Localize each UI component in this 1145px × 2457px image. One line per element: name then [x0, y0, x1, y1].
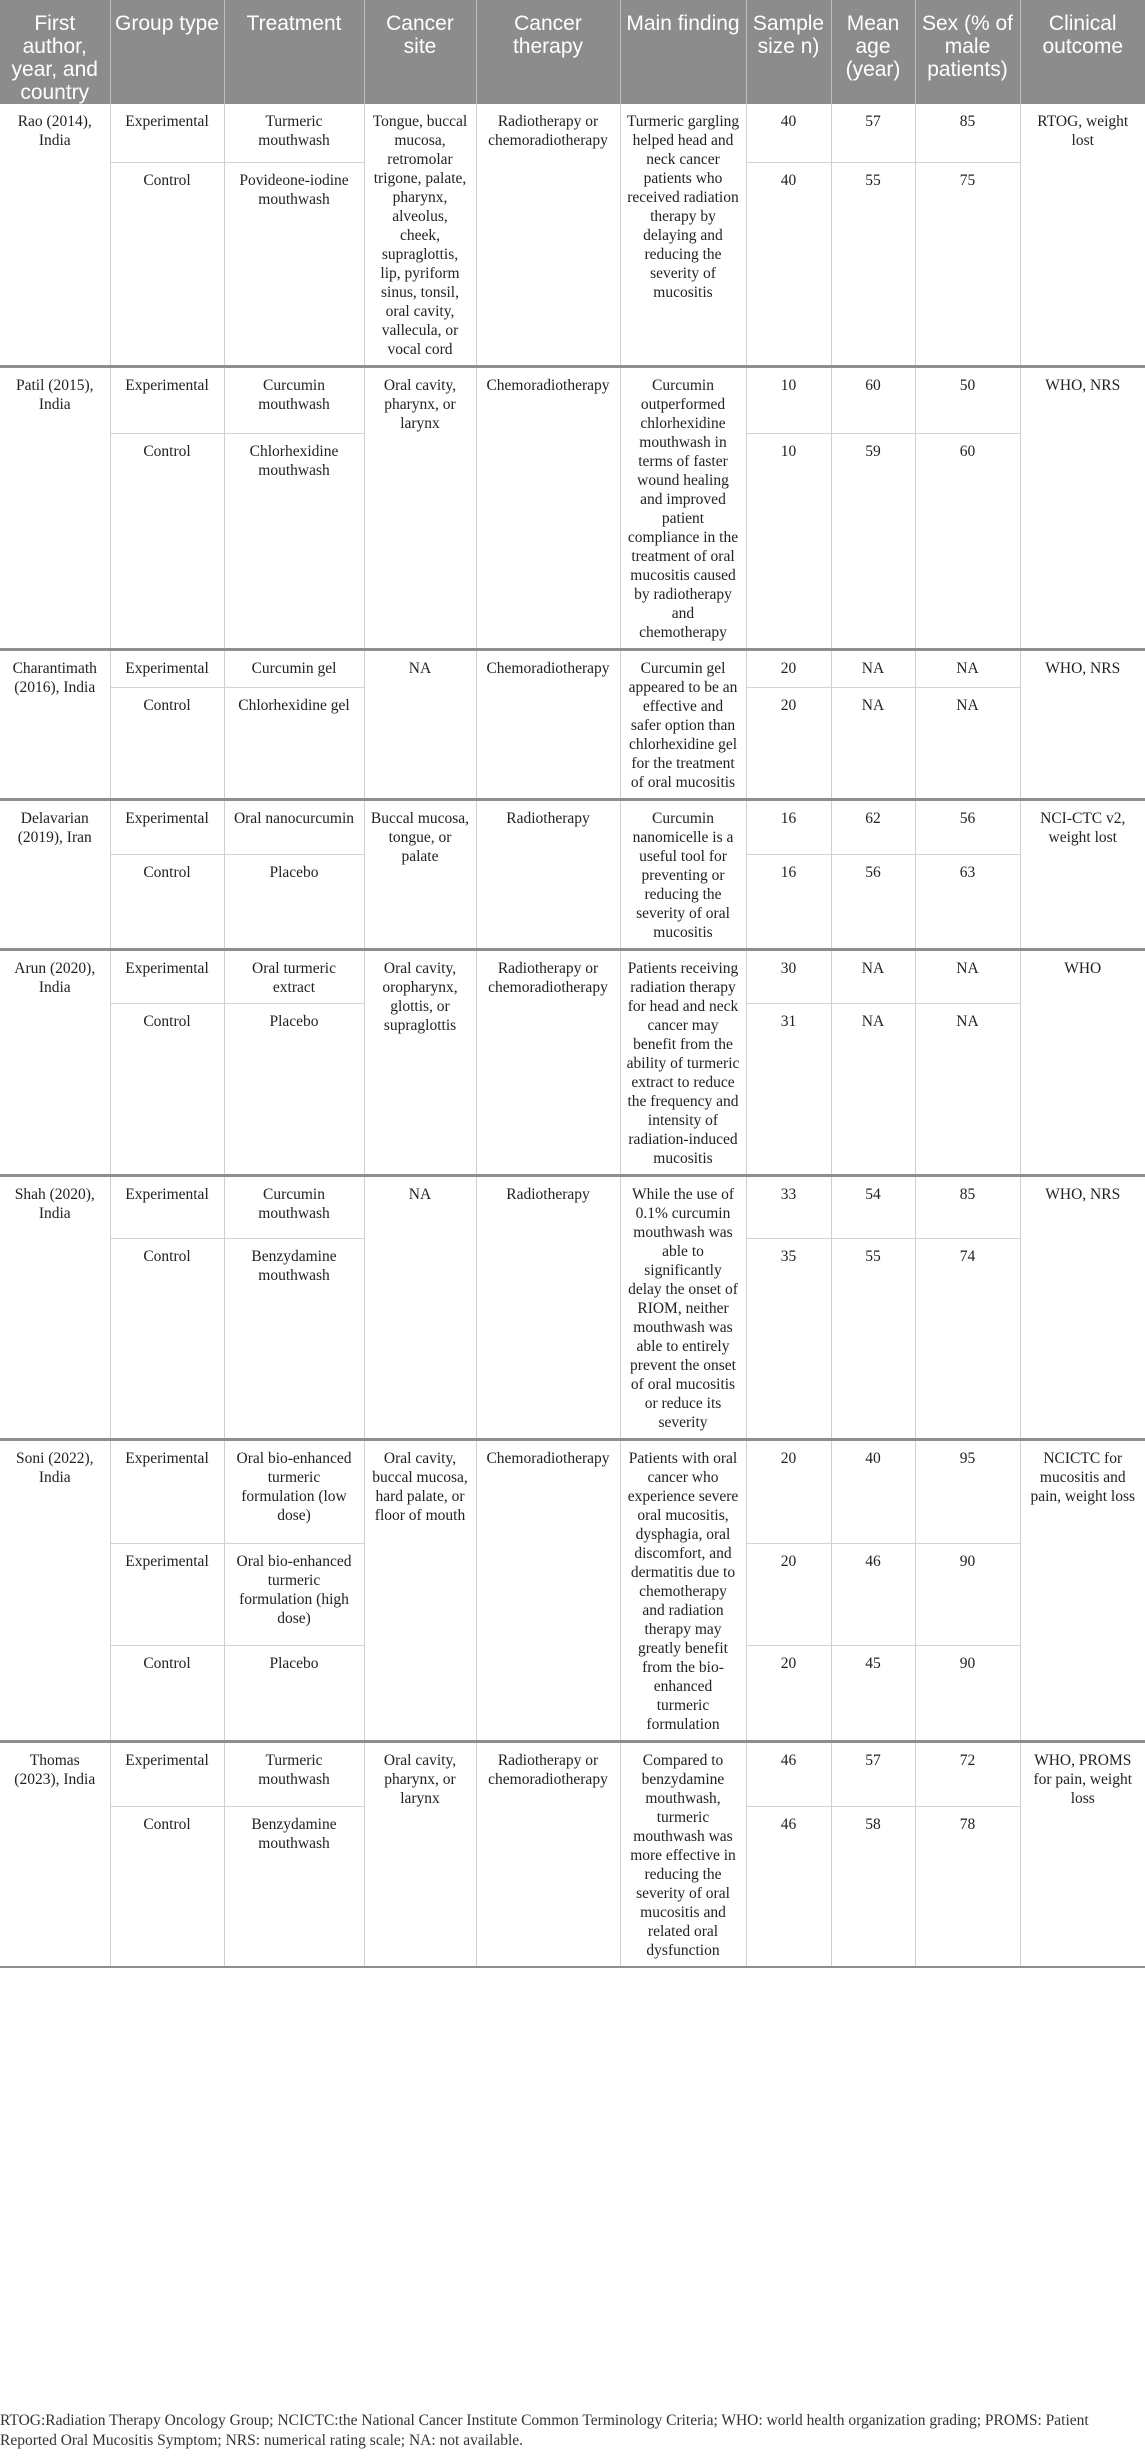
table-body	[0, 104, 1145, 1967]
cell-sample-size: 20	[746, 650, 831, 688]
cell-sample-size: 35	[746, 1239, 831, 1440]
cell-main-finding: Patients with oral cancer who experience severe oral mucositis, dysphagia, oral discomfort, and dermatitis due to chemotherapy and radiation therapy may greatly benefit from the bio-enhanced turmeric formulation	[620, 1440, 746, 1742]
table-row	[0, 104, 1145, 163]
cell-clinical-outcome: NCICTC for mucositis and pain, weight loss	[1020, 1440, 1145, 1742]
cell-clinical-outcome: WHO, NRS	[1020, 650, 1145, 800]
cell-author: Soni (2022), India	[0, 1440, 110, 1742]
cell-clinical-outcome: WHO, NRS	[1020, 367, 1145, 650]
cell-mean-age: 58	[831, 1806, 915, 1967]
cell-sample-size: 16	[746, 855, 831, 950]
cell-group-type: Control	[110, 434, 224, 650]
cell-main-finding: While the use of 0.1% curcumin mouthwash was able to significantly delay the onset of RIOM, neither mouthwash was able to entirely prevent the onset of oral mucositis or reduce its severity	[620, 1176, 746, 1440]
header-author: First author, year, and country	[0, 0, 110, 104]
cell-sex: 72	[915, 1742, 1020, 1807]
cell-group-type: Control	[110, 1239, 224, 1440]
cell-mean-age: NA	[831, 650, 915, 688]
cell-group-type: Experimental	[110, 800, 224, 855]
cell-group-type: Experimental	[110, 650, 224, 688]
cell-cancer-site: Tongue, buccal mucosa, retromolar trigone, palate, pharynx, alveolus, cheek, supraglottis, lip, pyriform sinus, tonsil, oral cavity, vallecula, or vocal cord	[364, 104, 476, 367]
cell-treatment: Oral bio-enhanced turmeric formulation (high dose)	[224, 1543, 364, 1646]
cell-mean-age: 54	[831, 1176, 915, 1239]
cell-treatment: Curcumin gel	[224, 650, 364, 688]
cell-treatment: Curcumin mouthwash	[224, 1176, 364, 1239]
cell-sample-size: 33	[746, 1176, 831, 1239]
cell-cancer-site: Oral cavity, pharynx, or larynx	[364, 367, 476, 650]
cell-sample-size: 20	[746, 1440, 831, 1544]
cell-main-finding: Curcumin gel appeared to be an effective and safer option than chlorhexidine gel for the treatment of oral mucositis	[620, 650, 746, 800]
cell-sample-size: 46	[746, 1806, 831, 1967]
cell-sex: NA	[915, 650, 1020, 688]
cell-group-type: Experimental	[110, 950, 224, 1004]
cell-author: Arun (2020), India	[0, 950, 110, 1176]
cell-sex: NA	[915, 950, 1020, 1004]
cell-treatment: Chlorhexidine mouthwash	[224, 434, 364, 650]
cell-treatment: Turmeric mouthwash	[224, 1742, 364, 1807]
cell-author: Shah (2020), India	[0, 1176, 110, 1440]
table-row	[0, 800, 1145, 855]
cell-treatment: Povideone-iodine mouthwash	[224, 163, 364, 367]
cell-mean-age: 60	[831, 367, 915, 434]
cell-mean-age: 56	[831, 855, 915, 950]
cell-sex: NA	[915, 687, 1020, 800]
cell-sample-size: 46	[746, 1742, 831, 1807]
cell-author: Rao (2014), India	[0, 104, 110, 367]
cell-sex: 60	[915, 434, 1020, 650]
header-cancer-site: Cancer site	[364, 0, 476, 104]
header-cancer-therapy: Cancer therapy	[476, 0, 620, 104]
cell-cancer-therapy: Chemoradiotherapy	[476, 1440, 620, 1742]
cell-cancer-site: Buccal mucosa, tongue, or palate	[364, 800, 476, 950]
cell-sex: 63	[915, 855, 1020, 950]
cell-treatment: Placebo	[224, 855, 364, 950]
cell-treatment: Oral bio-enhanced turmeric formulation (low dose)	[224, 1440, 364, 1544]
cell-sex: 90	[915, 1543, 1020, 1646]
cell-mean-age: NA	[831, 1004, 915, 1176]
table-row	[0, 1176, 1145, 1239]
cell-cancer-site: Oral cavity, oropharynx, glottis, or supraglottis	[364, 950, 476, 1176]
cell-mean-age: 59	[831, 434, 915, 650]
table-header-row	[0, 0, 1145, 104]
cell-treatment: Curcumin mouthwash	[224, 367, 364, 434]
cell-group-type: Experimental	[110, 1440, 224, 1544]
cell-clinical-outcome: NCI-CTC v2, weight lost	[1020, 800, 1145, 950]
cell-author: Thomas (2023), India	[0, 1742, 110, 1968]
cell-sex: 85	[915, 104, 1020, 163]
cell-clinical-outcome: WHO, PROMS for pain, weight loss	[1020, 1742, 1145, 1968]
cell-sex: 75	[915, 163, 1020, 367]
header-sex: Sex (% of male patients)	[915, 0, 1020, 104]
cell-sample-size: 10	[746, 434, 831, 650]
cell-cancer-therapy: Radiotherapy or chemoradiotherapy	[476, 104, 620, 367]
cell-group-type: Control	[110, 1806, 224, 1967]
cell-cancer-site: NA	[364, 1176, 476, 1440]
cell-sex: 56	[915, 800, 1020, 855]
cell-group-type: Experimental	[110, 1543, 224, 1646]
header-treatment: Treatment	[224, 0, 364, 104]
cell-mean-age: 45	[831, 1646, 915, 1742]
cell-mean-age: NA	[831, 687, 915, 800]
cell-main-finding: Patients receiving radiation therapy for head and neck cancer may benefit from the ability of turmeric extract to reduce the frequency and intensity of radiation-induced mucositis	[620, 950, 746, 1176]
cell-sample-size: 20	[746, 1646, 831, 1742]
cell-treatment: Chlorhexidine gel	[224, 687, 364, 800]
cell-cancer-therapy: Radiotherapy or chemoradiotherapy	[476, 950, 620, 1176]
cell-clinical-outcome: WHO, NRS	[1020, 1176, 1145, 1440]
cell-author: Delavarian (2019), Iran	[0, 800, 110, 950]
table-row	[0, 367, 1145, 434]
cell-group-type: Control	[110, 687, 224, 800]
cell-cancer-therapy: Radiotherapy or chemoradiotherapy	[476, 1742, 620, 1968]
cell-cancer-therapy: Chemoradiotherapy	[476, 650, 620, 800]
cell-main-finding: Curcumin nanomicelle is a useful tool for preventing or reducing the severity of oral mucositis	[620, 800, 746, 950]
cell-sex: 78	[915, 1806, 1020, 1967]
cell-cancer-therapy: Chemoradiotherapy	[476, 367, 620, 650]
cell-treatment: Benzydamine mouthwash	[224, 1239, 364, 1440]
cell-sex: NA	[915, 1004, 1020, 1176]
cell-author: Patil (2015), India	[0, 367, 110, 650]
cell-sample-size: 10	[746, 367, 831, 434]
cell-mean-age: 57	[831, 104, 915, 163]
table-footnote: RTOG:Radiation Therapy Oncology Group; NCICTC:the National Cancer Institute Common Terminology Criteria; WHO: world health organization grading; PROMS: Patient Reported Oral Mucositis Symptom; NRS: numerical rating scale; NA: not available.	[0, 2412, 1089, 2449]
table-row	[0, 1440, 1145, 1544]
table-row	[0, 650, 1145, 688]
header-mean-age: Mean age (year)	[831, 0, 915, 104]
cell-cancer-therapy: Radiotherapy	[476, 1176, 620, 1440]
header-main-finding: Main finding	[620, 0, 746, 104]
cell-sample-size: 31	[746, 1004, 831, 1176]
cell-mean-age: NA	[831, 950, 915, 1004]
cell-cancer-site: Oral cavity, pharynx, or larynx	[364, 1742, 476, 1968]
cell-group-type: Experimental	[110, 1176, 224, 1239]
cell-sex: 90	[915, 1646, 1020, 1742]
cell-group-type: Control	[110, 1646, 224, 1742]
header-sample-size: Sample size n)	[746, 0, 831, 104]
cell-treatment: Placebo	[224, 1646, 364, 1742]
cell-sample-size: 16	[746, 800, 831, 855]
cell-sex: 95	[915, 1440, 1020, 1544]
cell-main-finding: Turmeric gargling helped head and neck cancer patients who received radiation therapy by delaying and reducing the severity of mucositis	[620, 104, 746, 367]
table-row	[0, 950, 1145, 1004]
cell-treatment: Benzydamine mouthwash	[224, 1806, 364, 1967]
cell-treatment: Placebo	[224, 1004, 364, 1176]
cell-mean-age: 57	[831, 1742, 915, 1807]
cell-sample-size: 20	[746, 687, 831, 800]
cell-clinical-outcome: RTOG, weight lost	[1020, 104, 1145, 367]
cell-treatment: Turmeric mouthwash	[224, 104, 364, 163]
cell-clinical-outcome: WHO	[1020, 950, 1145, 1176]
cell-cancer-site: NA	[364, 650, 476, 800]
cell-group-type: Control	[110, 1004, 224, 1176]
cell-sex: 74	[915, 1239, 1020, 1440]
cell-sample-size: 20	[746, 1543, 831, 1646]
cell-treatment: Oral nanocurcumin	[224, 800, 364, 855]
cell-group-type: Experimental	[110, 1742, 224, 1807]
cell-mean-age: 55	[831, 163, 915, 367]
cell-mean-age: 40	[831, 1440, 915, 1544]
cell-group-type: Experimental	[110, 104, 224, 163]
cell-sample-size: 30	[746, 950, 831, 1004]
cell-sex: 85	[915, 1176, 1020, 1239]
cell-group-type: Control	[110, 163, 224, 367]
cell-treatment: Oral turmeric extract	[224, 950, 364, 1004]
cell-author: Charantimath (2016), India	[0, 650, 110, 800]
cell-mean-age: 55	[831, 1239, 915, 1440]
table-row	[0, 1742, 1145, 1807]
cell-sex: 50	[915, 367, 1020, 434]
cell-main-finding: Curcumin outperformed chlorhexidine mouthwash in terms of faster wound healing and improved patient compliance in the treatment of oral mucositis caused by radiotherapy and chemotherapy	[620, 367, 746, 650]
cell-group-type: Control	[110, 855, 224, 950]
cell-cancer-therapy: Radiotherapy	[476, 800, 620, 950]
cell-mean-age: 46	[831, 1543, 915, 1646]
cell-group-type: Experimental	[110, 367, 224, 434]
cell-sample-size: 40	[746, 104, 831, 163]
header-clinical-outcome: Clinical outcome	[1020, 0, 1145, 104]
cell-mean-age: 62	[831, 800, 915, 855]
cell-cancer-site: Oral cavity, buccal mucosa, hard palate, or floor of mouth	[364, 1440, 476, 1742]
cell-main-finding: Compared to benzydamine mouthwash, turmeric mouthwash was more effective in reducing the severity of oral mucositis and related oral dysfunction	[620, 1742, 746, 1968]
header-group-type: Group type	[110, 0, 224, 104]
cell-sample-size: 40	[746, 163, 831, 367]
